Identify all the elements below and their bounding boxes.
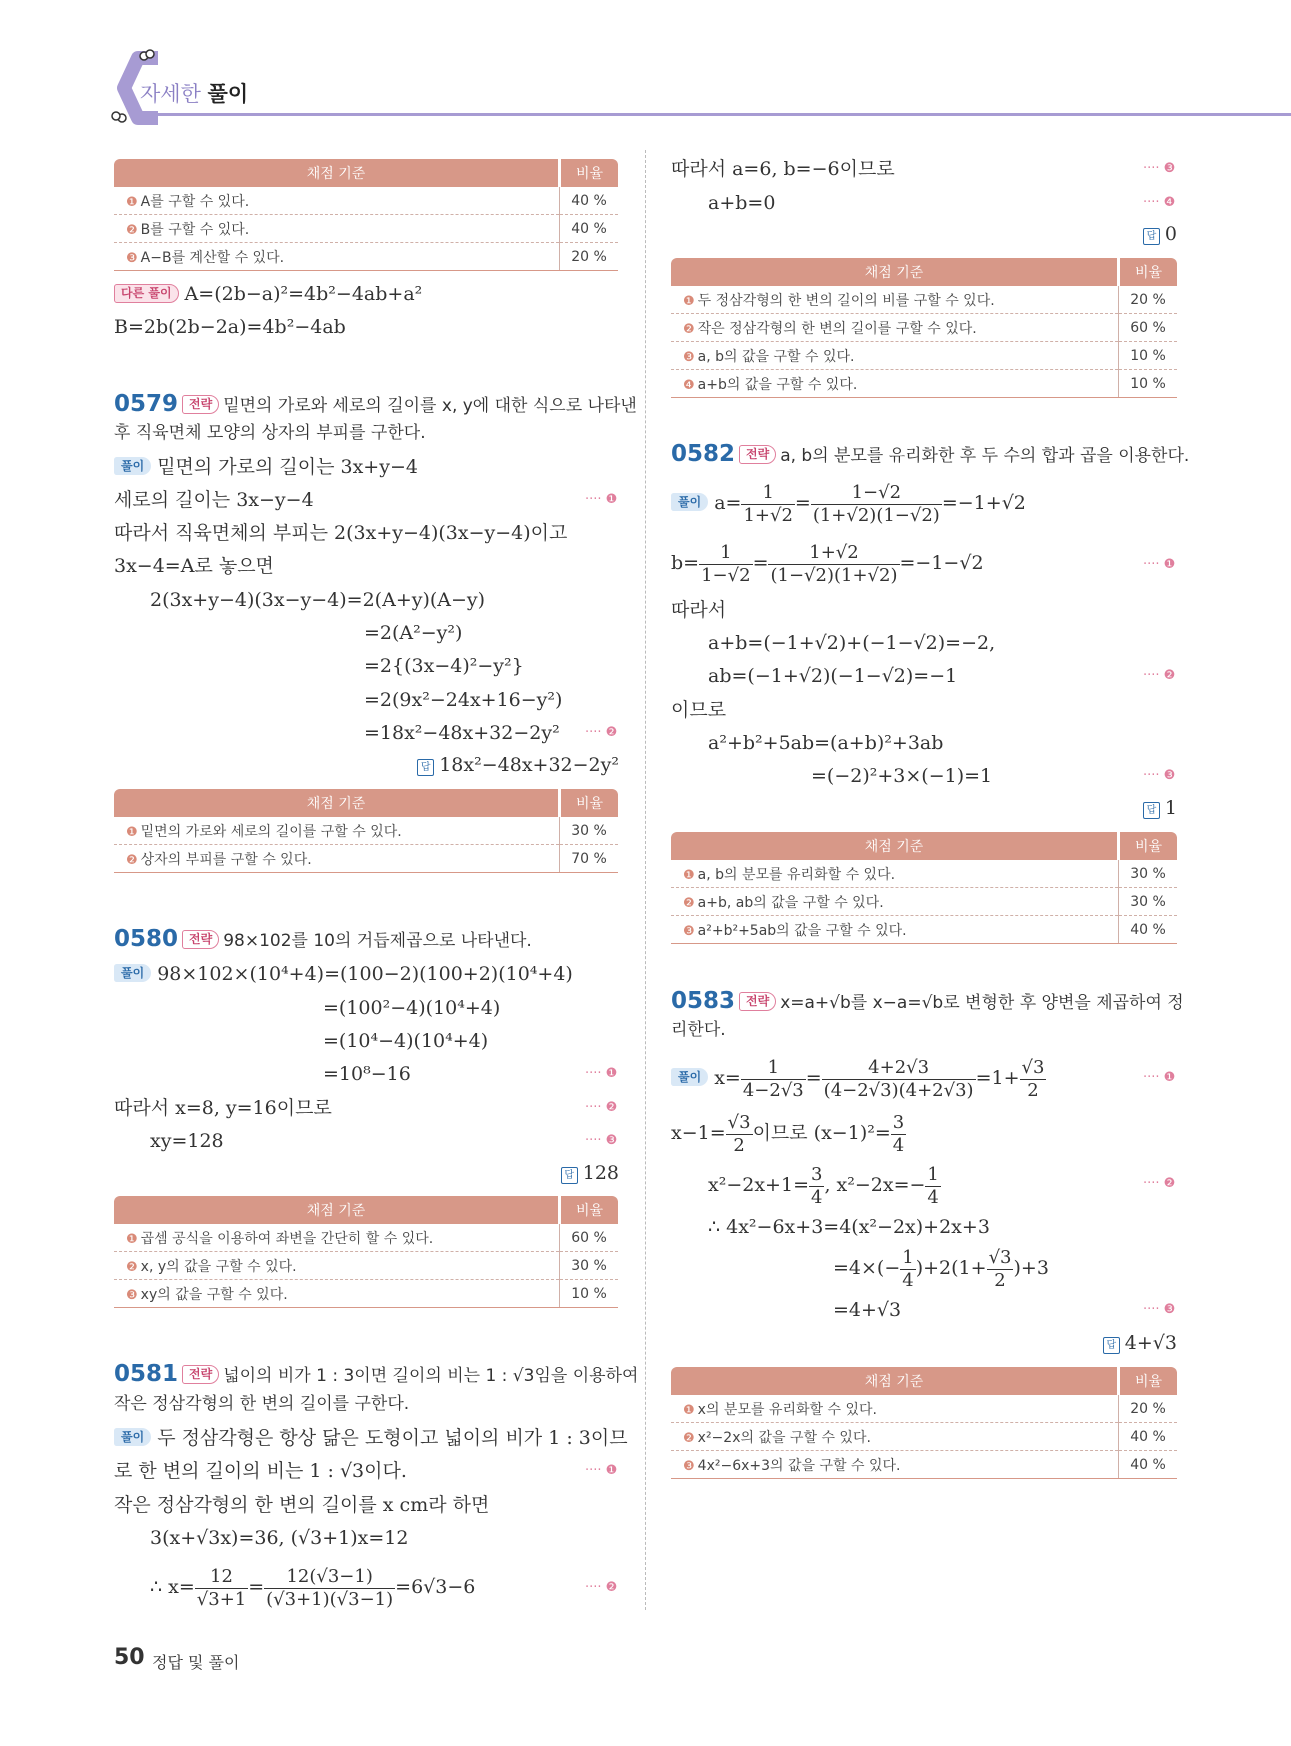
mark-1: ···· ❶ — [585, 492, 618, 507]
answer-0583: 답 4+√3 — [1103, 1332, 1177, 1354]
solution-line-fraction: x²−2x+1= $\frac{3}{4}$ , x²−2x=− $\frac{1}{4}$ — [708, 1163, 939, 1208]
mark-2: ···· ❷ — [585, 1100, 618, 1115]
solution-line: 따라서 x=8, y=16이므로 — [114, 1097, 332, 1119]
alt-solution-line2: B=2b(2b−2a)=4b²−4ab — [114, 316, 346, 338]
table-row: ❶ A를 구할 수 있다. 40 % — [114, 187, 618, 215]
problem-0579-strategy2: 후 직육면체 모양의 상자의 부피를 구한다. — [114, 423, 426, 443]
solution-line: a²+b²+5ab=(a+b)²+3ab — [708, 732, 944, 754]
table-row: ❷ 상자의 부피를 구할 수 있다. 70 % — [114, 845, 618, 873]
solution-line-fraction: ∴ x= $\frac{12}{√3+1}$ = $\frac{12(√3-1)}{(√3+1)(√3-1)}$ =6√3−6 — [150, 1565, 476, 1610]
table-row: ❸ a²+b²+5ab의 값을 구할 수 있다. 40 % — [671, 916, 1177, 944]
page-header-title — [140, 78, 248, 108]
solution-line: =2(A²−y²) — [364, 622, 463, 644]
table-row: ❷ x²−2x의 값을 구할 수 있다. 40 % — [671, 1423, 1177, 1451]
solution-line: 2(3x+y−4)(3x−y−4)=2(A+y)(A−y) — [150, 589, 486, 611]
table-row: ❹ a+b의 값을 구할 수 있다. 10 % — [671, 370, 1177, 398]
grading-table-0578 — [114, 159, 618, 271]
table-row: ❶ a, b의 분모를 유리화할 수 있다. 30 % — [671, 860, 1177, 888]
solution-line: 로 한 변의 길이의 비는 1 : √3이다. — [114, 1460, 407, 1482]
th-criteria: 채점 기준 — [114, 159, 560, 187]
problem-0580-heading: 0580 전략 98×102를 10의 거듭제곱으로 나타낸다. — [114, 926, 532, 952]
solution-line: 따라서 a=6, b=−6이므로 — [671, 158, 895, 180]
solution-line: 이므로 — [671, 699, 727, 721]
table-row: ❷ 작은 정삼각형의 한 변의 길이를 구할 수 있다. 60 % — [671, 314, 1177, 342]
solution-line: a+b=0 — [708, 192, 776, 214]
solution-line-fraction: 풀이 a= $\frac{1}{1+√2}$ = $\frac{1-√2}{(1+√2)(1-√2)}$ =−1+√2 — [671, 478, 1026, 528]
header-light: 자세한 — [140, 82, 201, 106]
table-row: ❶ x의 분모를 유리화할 수 있다. 20 % — [671, 1395, 1177, 1423]
problem-0581-heading: 0581 전략 넓이의 비가 1 : 3이면 길이의 비는 1 : √3임을 이용하여 — [114, 1361, 639, 1387]
solution-line-fraction: =4×(− $\frac{1}{4}$ )+2(1+ $\frac{√3}{2}$ )+3 — [833, 1246, 1049, 1291]
grading-table-0579: 채점 기준 비율 ❶ 밑면의 가로와 세로의 길이를 구할 수 있다. 30 % ❷ 상자의 부피를 구할 수 있다. 70 % — [114, 789, 618, 873]
solution-line: 작은 정삼각형의 한 변의 길이를 x cm라 하면 — [114, 1494, 490, 1516]
solution-line: 3x−4=A로 놓으면 — [114, 555, 274, 577]
solution-line: =18x²−48x+32−2y² — [364, 722, 560, 744]
mark-3: ···· ❸ — [1143, 161, 1176, 176]
solution-label: 풀이 — [114, 457, 151, 475]
solution-line: a+b=(−1+√2)+(−1−√2)=−2, — [708, 632, 996, 654]
solution-line: 풀이 밑면의 가로의 길이는 3x+y−4 — [114, 454, 418, 480]
solution-line: 따라서 — [671, 599, 727, 621]
mark-4: ···· ❹ — [1143, 195, 1176, 210]
mark-3: ···· ❸ — [585, 1133, 618, 1148]
problem-0581-strategy2: 작은 정삼각형의 한 변의 길이를 구한다. — [114, 1394, 410, 1414]
solution-line: xy=128 — [150, 1130, 224, 1152]
solution-line: ∴ 4x²−6x+3=4(x²−2x)+2x+3 — [708, 1216, 990, 1238]
table-row: ❸ 4x²−6x+3의 값을 구할 수 있다. 40 % — [671, 1451, 1177, 1479]
answer-0581: 답 0 — [1143, 223, 1177, 245]
table-row: ❶ 밑면의 가로와 세로의 길이를 구할 수 있다. 30 % — [114, 817, 618, 845]
page-number: 50 — [114, 1645, 145, 1670]
mark-1: ···· ❶ — [585, 1463, 618, 1478]
strategy-label: 전략 — [182, 395, 219, 414]
answer-0582: 답 1 — [1143, 797, 1177, 819]
column-divider — [645, 150, 646, 1610]
solution-line: ab=(−1+√2)(−1−√2)=−1 — [708, 665, 958, 687]
mark-3: ···· ❸ — [1143, 768, 1176, 783]
solution-line: =(−2)²+3×(−1)=1 — [811, 765, 993, 787]
solution-line: =2(9x²−24x+16−y²) — [364, 689, 563, 711]
problem-0583-heading: 0583 전략 x=a+√b를 x−a=√b로 변형한 후 양변을 제곱하여 정 — [671, 988, 1184, 1014]
problem-number: 0579 — [114, 391, 179, 417]
table-row: ❸ a, b의 값을 구할 수 있다. 10 % — [671, 342, 1177, 370]
table-row: ❸ xy의 값을 구할 수 있다. 10 % — [114, 1280, 618, 1308]
answer-0579: 답 18x²−48x+32−2y² — [417, 754, 619, 776]
problem-0579-heading: 0579 전략 밑면의 가로와 세로의 길이를 x, y에 대한 식으로 나타낸 — [114, 391, 637, 417]
problem-0583-strategy2: 리한다. — [671, 1020, 726, 1040]
table-row: ❶ 두 정삼각형의 한 변의 길이의 비를 구할 수 있다. 20 % — [671, 286, 1177, 314]
table-row: ❷ x, y의 값을 구할 수 있다. 30 % — [114, 1252, 618, 1280]
header-rule — [140, 113, 1291, 116]
th-ratio: 비율 — [560, 159, 619, 187]
solution-line: 세로의 길이는 3x−y−4 — [114, 489, 314, 511]
grading-table-0580: 채점 기준 비율 ❶ 곱셈 공식을 이용하여 좌변을 간단히 할 수 있다. 60 % ❷ x, y의 값을 구할 수 있다. 30 % ❸ xy의 값을 구할 수 있다. 10 % — [114, 1196, 618, 1308]
table-row: ❶ 곱셈 공식을 이용하여 좌변을 간단히 할 수 있다. 60 % — [114, 1224, 618, 1252]
table-row: ❸ A−B를 계산할 수 있다. 20 % — [114, 243, 618, 271]
problem-0582-heading: 0582 전략 a, b의 분모를 유리화한 후 두 수의 합과 곱을 이용한다. — [671, 441, 1190, 467]
solution-line: 3(x+√3x)=36, (√3+1)x=12 — [150, 1527, 409, 1549]
grading-table-0583: 채점 기준 비율 ❶ x의 분모를 유리화할 수 있다. 20 % ❷ x²−2x의 값을 구할 수 있다. 40 % ❸ 4x²−6x+3의 값을 구할 수 있다. 40 % — [671, 1367, 1177, 1479]
mark-1: ···· ❶ — [1143, 1070, 1176, 1085]
mark-2: ···· ❷ — [1143, 668, 1176, 683]
answer-icon: 답 — [417, 759, 434, 776]
mark-3: ···· ❸ — [1143, 1302, 1176, 1317]
grading-table-0581: 채점 기준 비율 ❶ 두 정삼각형의 한 변의 길이의 비를 구할 수 있다. 20 % ❷ 작은 정삼각형의 한 변의 길이를 구할 수 있다. 60 % ❸ a, b의 값을 구할 수 있다. 10 % ❹ a+b의 값을 구할 수 있다. 10 % — [671, 258, 1177, 398]
mark-1: ···· ❶ — [1143, 557, 1176, 572]
solution-line: =10⁸−16 — [323, 1063, 411, 1085]
solution-line-fraction: b= $\frac{1}{1-√2}$ = $\frac{1+√2}{(1-√2)(1+√2)}$ =−1−√2 — [671, 541, 984, 586]
mark-2: ···· ❷ — [585, 1580, 618, 1595]
solution-line: =4+√3 — [833, 1299, 902, 1321]
footer-text: 정답 및 풀이 — [152, 1653, 240, 1672]
solution-line: 따라서 직육면체의 부피는 2(3x+y−4)(3x−y−4)이고 — [114, 522, 568, 544]
solution-line: =(100²−4)(10⁴+4) — [323, 997, 501, 1019]
table-row: ❷ B를 구할 수 있다. 40 % — [114, 215, 618, 243]
mark-2: ···· ❷ — [585, 725, 618, 740]
solution-line: 풀이 두 정삼각형은 항상 닮은 도형이고 넓이의 비가 1 : 3이므 — [114, 1425, 628, 1451]
solution-line: =2{(3x−4)²−y²} — [364, 655, 524, 677]
mark-2: ···· ❷ — [1143, 1176, 1176, 1191]
table-row: ❷ a+b, ab의 값을 구할 수 있다. 30 % — [671, 888, 1177, 916]
solution-line: 풀이 98×102×(10⁴+4)=(100−2)(100+2)(10⁴+4) — [114, 961, 573, 987]
solution-line-fraction: 풀이 x= $\frac{1}{4-2√3}$ = $\frac{4+2√3}{(4-2√3)(4+2√3)}$ =1+ $\frac{√3}{2}$ — [671, 1053, 1046, 1103]
alt-solution-line1: 다른 풀이 A=(2b−a)²=4b²−4ab+a² — [114, 281, 422, 307]
header-bold: 풀이 — [207, 82, 249, 106]
answer-0580: 답 128 — [561, 1162, 619, 1184]
grading-table-0582: 채점 기준 비율 ❶ a, b의 분모를 유리화할 수 있다. 30 % ❷ a+b, ab의 값을 구할 수 있다. 30 % ❸ a²+b²+5ab의 값을 구할 수 있다. 40 % — [671, 832, 1177, 944]
alt-solution-label: 다른 풀이 — [114, 284, 179, 303]
solution-line: =(10⁴−4)(10⁴+4) — [323, 1030, 489, 1052]
solution-line-fraction: x−1= $\frac{√3}{2}$ 이므로 (x−1)²= $\frac{3}{4}$ — [671, 1111, 905, 1156]
mark-1: ···· ❶ — [585, 1066, 618, 1081]
